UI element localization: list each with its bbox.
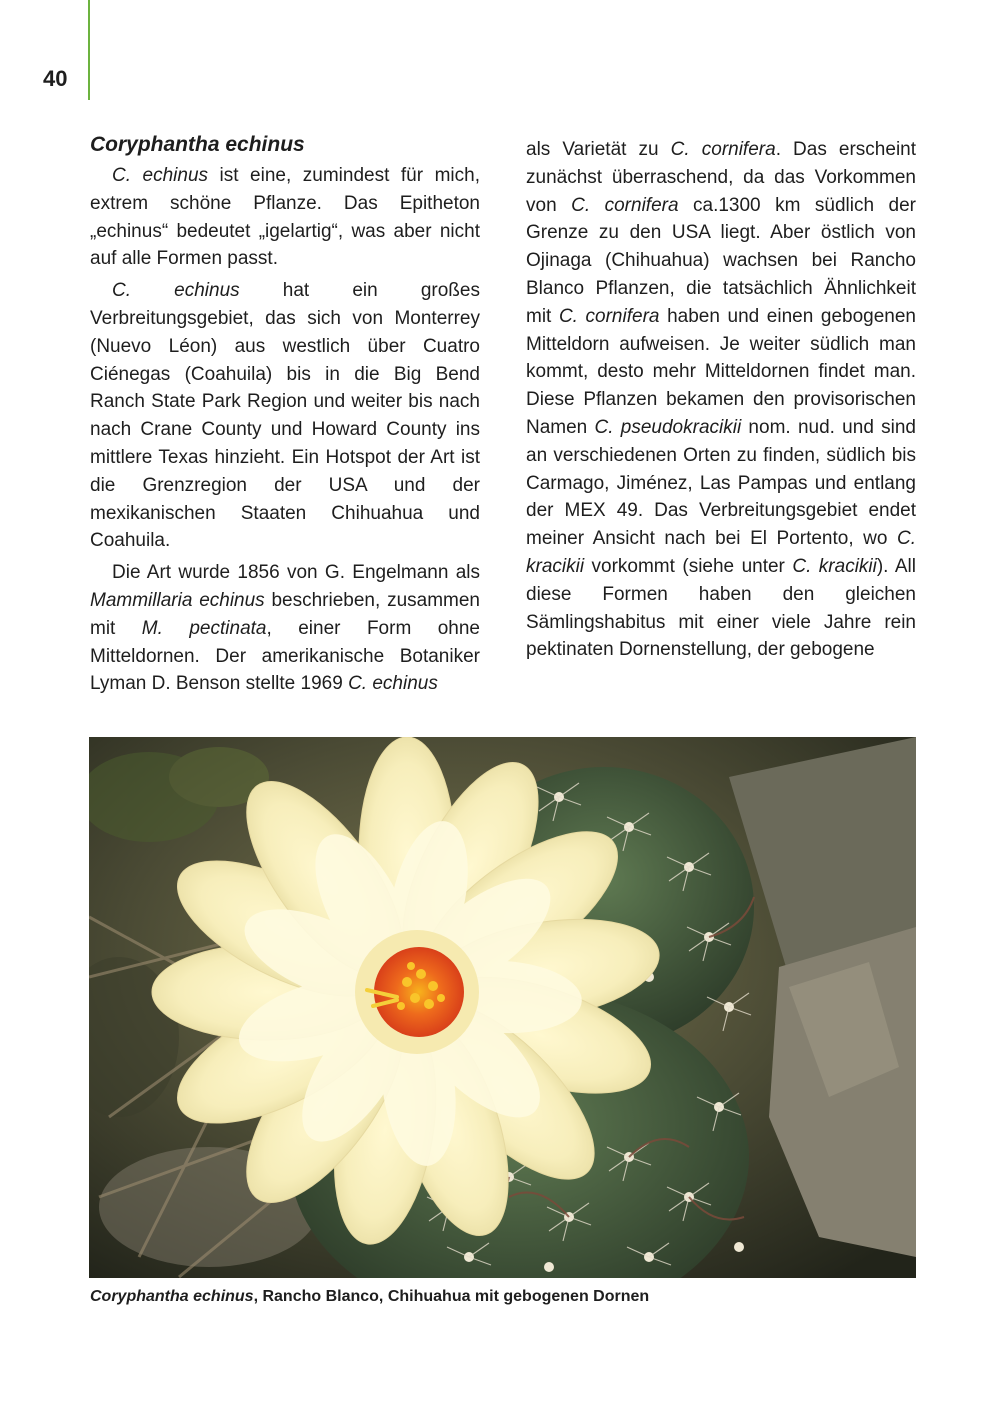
paragraph-3: Die Art wurde 1856 von G. Engelmann als Mammillaria echinus beschrieben, zusammen mit M. pectinata, einer Form ohne Mitteldornen. Der amerikanische Botaniker Lyman D. Benson stellte 1969 C. echinus	[90, 562, 480, 695]
cactus-flower-photo	[89, 737, 916, 1278]
figure-caption: Coryphantha echinus, Rancho Blanco, Chihuahua mit gebogenen Dornen	[90, 1288, 650, 1305]
right-column	[526, 136, 916, 664]
paragraph-3-continued: als Varietät zu C. cornifera. Das erscheint zunächst überraschend, da das Vorkommen von C. cornifera ca.1300 km südlich der Grenze zu den USA liegt. Aber östlich von Ojinaga (Chihuahua) wachsen bei Rancho Blanco Pflanzen, die tatsächlich Ähnlichkeit mit C. cornifera haben und einen gebogenen Mitteldorn aufweisen. Je weiter südlich man kommt, desto mehr Mitteldornen findet man. Diese Pflanzen bekamen den provisorischen Namen C. pseudokracikii nom. nud. und sind an verschiedenen Orten zu finden, südlich bis Carmago, Jiménez, Las Pampas und entlang der MEX 49. Das Verbreitungsgebiet endet meiner Ansicht nach bei El Portento, wo C. kracikii vorkommt (siehe unter C. kracikii). All diese Formen haben den gleichen Sämlingshabitus mit einer viele Jahre rein pektinaten Dornenstellung, der gebogene	[526, 139, 917, 661]
left-column	[90, 130, 480, 698]
paragraph-2: C. echinus hat ein großes Verbreitungsgebiet, das sich von Monterrey (Nuevo Léon) aus westlich über Cuatro Ciénegas (Coahuila) bis in die Big Bend Ranch State Park Region und weiter bis nach nach Crane County und Howard County ins mittlere Texas hinzieht. Ein Hotspot der Art ist die Grenzregion der USA und der mexikanischen Staaten Chihuahua und Coahuila.	[90, 280, 480, 552]
page-number: 40	[43, 66, 68, 91]
margin-green-rule	[88, 0, 90, 100]
section-heading: Coryphantha echinus	[90, 133, 305, 156]
paragraph-1: C. echinus ist eine, zumindest für mich, extrem schöne Pflanze. Das Epitheton „echinus“ bedeutet „igelartig“, was aber nicht auf alle Formen passt.	[90, 165, 480, 270]
